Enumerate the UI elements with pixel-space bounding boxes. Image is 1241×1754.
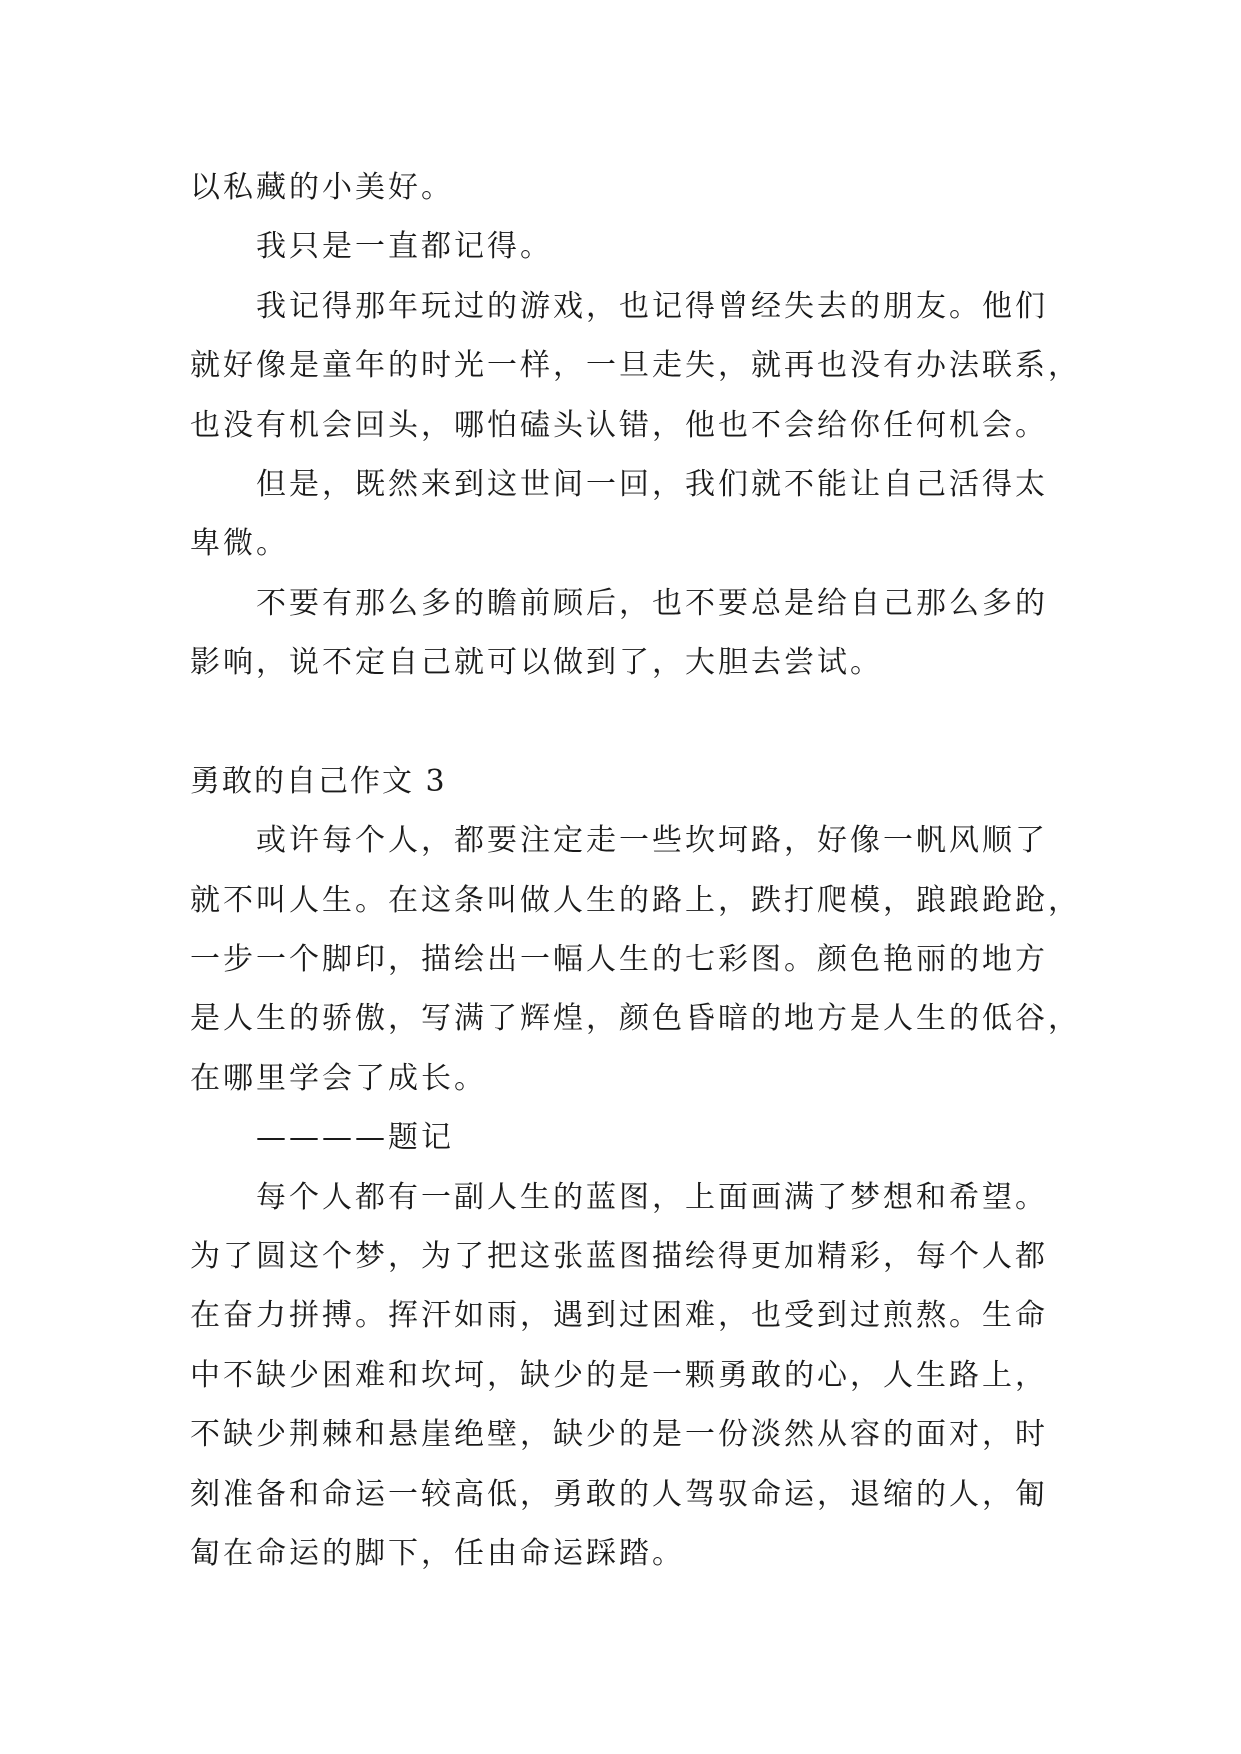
paragraph-line: 为了圆这个梦，为了把这张蓝图描绘得更加精彩，每个人都 [190, 1239, 1048, 1275]
paragraph-line: 是人生的骄傲，写满了辉煌，颜色昏暗的地方是人生的低谷， [190, 1001, 1081, 1037]
paragraph-line: 刻准备和命运一较高低，勇敢的人驾驭命运，退缩的人，匍 [190, 1476, 1048, 1512]
paragraph-line: 卑微。 [190, 526, 289, 562]
paragraph-line: 在奋力拼搏。挥汗如雨，遇到过困难，也受到过煎熬。生命 [190, 1298, 1048, 1334]
paragraph-line: 或许每个人，都要注定走一些坎坷路，好像一帆风顺了 [256, 823, 1048, 859]
paragraph-line: 也没有机会回头，哪怕磕头认错，他也不会给你任何机会。 [190, 407, 1048, 443]
paragraph-line: 影响，说不定自己就可以做到了，大胆去尝试。 [190, 645, 883, 681]
paragraph-line: 就不叫人生。在这条叫做人生的路上，跌打爬模，踉踉跄跄， [190, 882, 1081, 918]
section-heading: 勇敢的自己作文 3 [190, 763, 447, 799]
paragraph-line: 但是，既然来到这世间一回，我们就不能让自己活得太 [256, 466, 1048, 502]
paragraph-line: 每个人都有一副人生的蓝图，上面画满了梦想和希望。 [256, 1179, 1048, 1215]
paragraph-line: 不要有那么多的瞻前顾后，也不要总是给自己那么多的 [256, 585, 1048, 621]
paragraph-line: 在哪里学会了成长。 [190, 1060, 487, 1096]
paragraph-line: 不缺少荆棘和悬崖绝壁，缺少的是一份淡然从容的面对，时 [190, 1417, 1048, 1453]
paragraph-line: 匐在命运的脚下，任由命运踩踏。 [190, 1535, 685, 1571]
paragraph-line: 就好像是童年的时光一样，一旦走失，就再也没有办法联系， [190, 348, 1081, 384]
epigraph-attribution: ————题记 [256, 1120, 454, 1156]
document-body [190, 158, 1081, 1583]
paragraph-line: 我只是一直都记得。 [256, 229, 553, 265]
paragraph-line: 中不缺少困难和坎坷，缺少的是一颗勇敢的心，人生路上， [190, 1357, 1048, 1393]
paragraph-line: 一步一个脚印，描绘出一幅人生的七彩图。颜色艳丽的地方 [190, 942, 1048, 978]
paragraph-line: 以私藏的小美好。 [190, 170, 454, 205]
section-spacer [190, 693, 1070, 752]
paragraph-line: 我记得那年玩过的游戏，也记得曾经失去的朋友。他们 [256, 288, 1048, 324]
